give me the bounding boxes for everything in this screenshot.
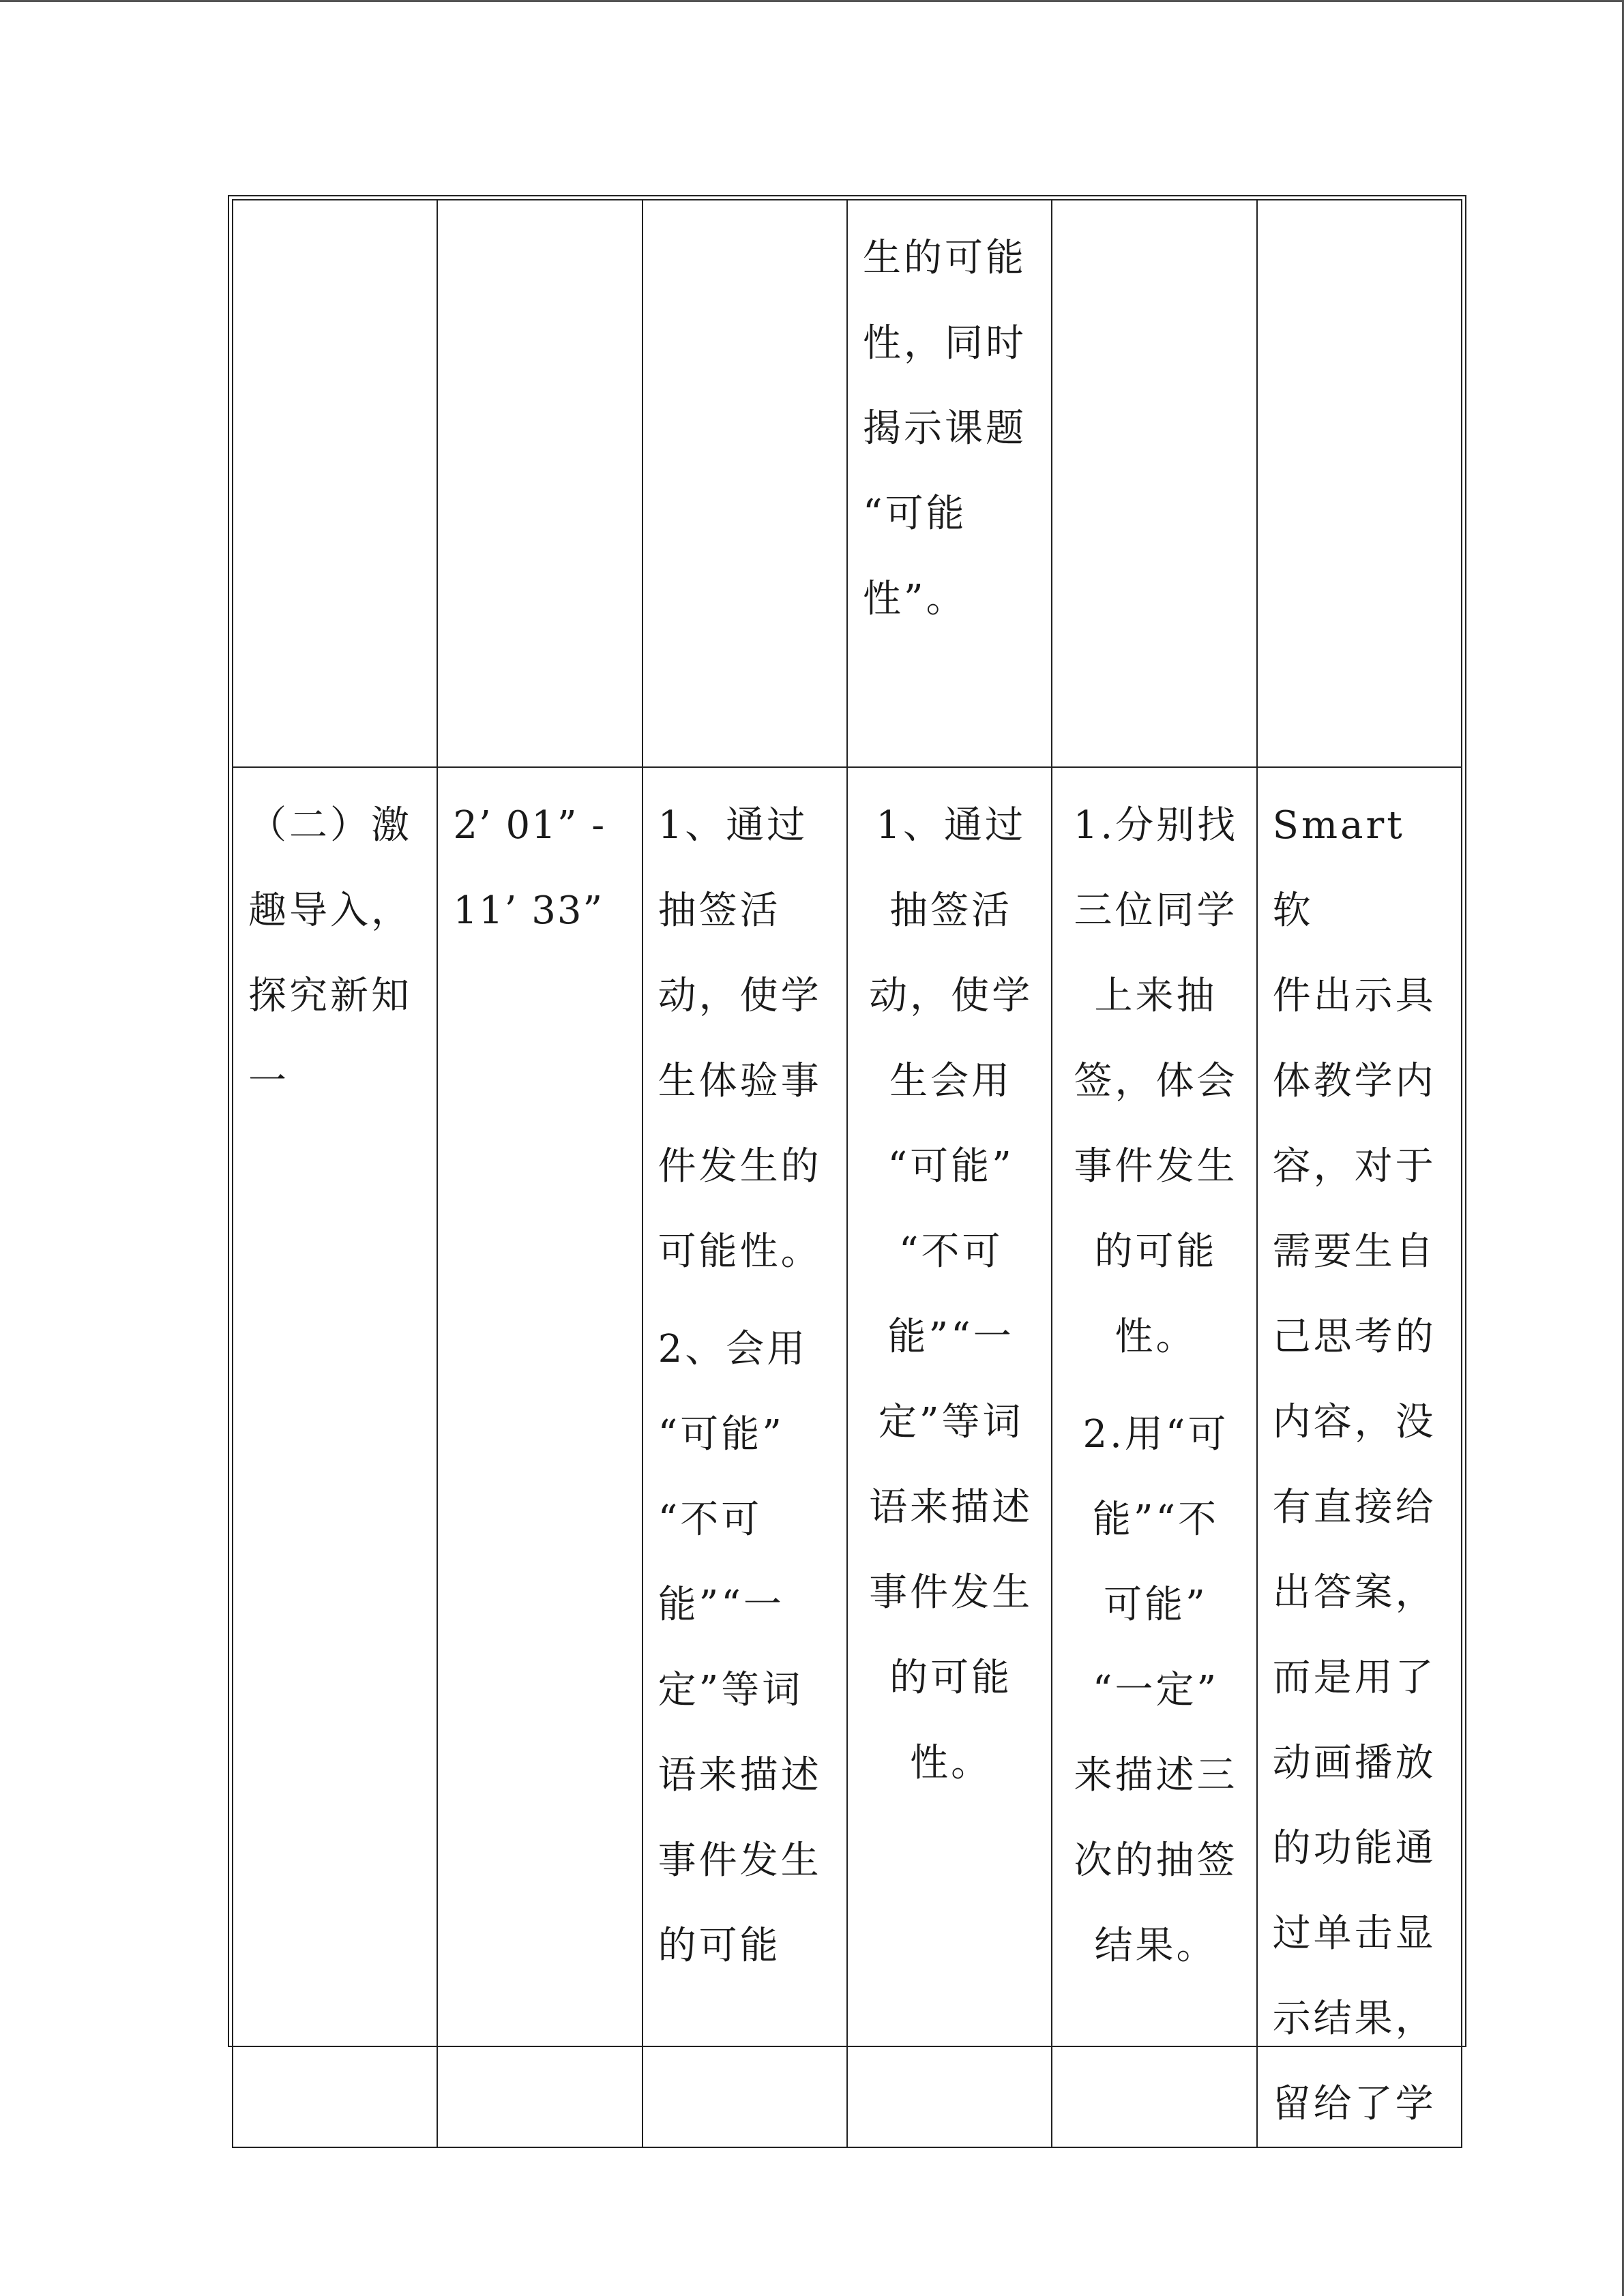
table-row	[233, 767, 1462, 2147]
cell-objective	[643, 767, 847, 2147]
cell-content	[847, 767, 1052, 2147]
cell-media	[1257, 767, 1462, 2147]
activity-text-2: 2.用“可 能”“不 可能” “一定” 来描述三 次的抽签 结果。	[1074, 1412, 1238, 1968]
time-text: 2’ 01” - 11’ 33”	[453, 803, 606, 933]
table-row	[233, 200, 1462, 767]
cell-activity	[1052, 200, 1256, 767]
objective-text-2: 2、会用 “可能” “不可 能”“一 定”等词 语来描述 事件发生 的可能	[658, 1327, 822, 1968]
cell-objective	[643, 200, 847, 767]
cell-time	[437, 767, 642, 2147]
content-text: 生的可能 性，同时 揭示课题 “可能 性”。	[862, 236, 1027, 621]
cell-content	[847, 200, 1052, 767]
cell-stage	[233, 200, 437, 767]
cell-activity	[1052, 767, 1256, 2147]
activity-text-1: 1.分别找 三位同学 上来抽 签，体会 事件发生 的可能 性。	[1073, 803, 1239, 1359]
stage-text: （二）激 趣导入， 探究新知 一	[248, 803, 412, 1103]
lesson-plan-table	[232, 199, 1462, 2148]
lesson-table-frame	[228, 195, 1466, 2126]
cell-stage	[233, 767, 437, 2147]
content-text: 1、通过 抽签活 动，使学 生会用 “可能” “不可 能”“一 定”等词 语来描述 事件发生 的可能 性。	[869, 803, 1033, 1785]
media-text: Smart 软 件出示具 体教学内 容，对于 需要生自 己思考的 内容，没 有直接给 出答案， 而是用了 动画播放 的功能通 过单击显 示结果， 留给了学	[1272, 803, 1436, 2126]
cell-media	[1257, 200, 1462, 767]
objective-text-1: 1、通过 抽签活 动，使学 生体验事 件发生的 可能性。	[658, 803, 822, 1274]
cell-time	[437, 200, 642, 767]
